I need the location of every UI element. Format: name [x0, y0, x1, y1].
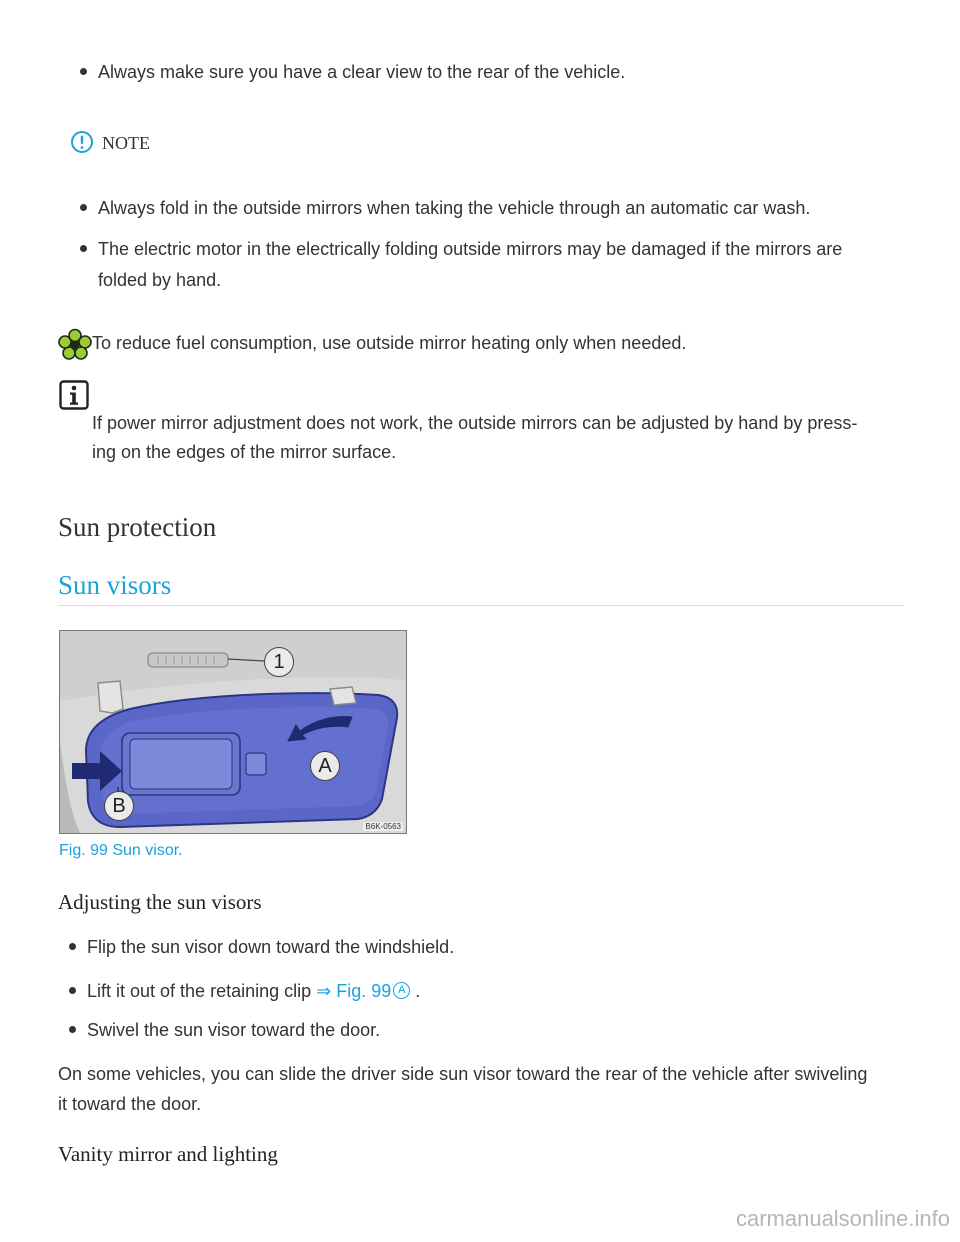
- callout-a-inline: [393, 982, 410, 999]
- callout-a-label: A: [318, 755, 332, 777]
- adjust-step-3: Swivel the sun visor toward the door.: [87, 1020, 381, 1040]
- info-line-1: If power mirror adjustment does not work, the outside mirrors can be adjusted by hand by press-: [92, 413, 858, 433]
- figure-caption: Fig. 99 Sun visor.: [59, 842, 183, 859]
- exclamation-circle-icon: [70, 130, 94, 154]
- bullet-dot: [69, 987, 76, 994]
- figure-image-code: B6K-0563: [365, 822, 401, 831]
- adjust-step-2: [87, 976, 420, 1006]
- callout-1: [264, 647, 294, 677]
- fig-99-link[interactable]: ⇒ Fig. 99: [316, 981, 392, 1001]
- callout-b: [104, 791, 134, 821]
- callout-1-label: 1: [273, 651, 285, 673]
- bullet-dot: [69, 943, 76, 950]
- note-bullet-2-line-1: The electric motor in the electrically folding outside mirrors may be damaged if the mirrors are: [98, 239, 843, 259]
- adjusting-heading: Adjusting the sun visors: [58, 890, 262, 914]
- adjust-step-1: Flip the sun visor down toward the windshield.: [87, 937, 455, 957]
- adjust-step-2-text: Lift it out of the retaining clip: [87, 981, 317, 1001]
- adjust-step-2-end: .: [410, 981, 421, 1001]
- watermark: carmanualsonline.info: [735, 1206, 950, 1231]
- section-divider: [58, 605, 904, 606]
- note-label: NOTE: [102, 133, 150, 153]
- vanity-heading: Vanity mirror and lighting: [58, 1142, 278, 1166]
- sun-visor-figure: [59, 630, 407, 834]
- note-bullet-2-line-2: folded by hand.: [98, 270, 222, 290]
- subsection-title: Sun visors: [58, 570, 172, 600]
- bullet-dot: [80, 245, 87, 252]
- bullet-dot: [69, 1026, 76, 1033]
- callout-a: [310, 751, 340, 781]
- info-line-2: ing on the edges of the mirror surface.: [92, 442, 397, 462]
- note-bullet-1: Always fold in the outside mirrors when taking the vehicle through an automatic car wash.: [98, 198, 811, 218]
- adjust-para-line-2: it toward the door.: [58, 1094, 202, 1114]
- warning-bullet-1: Always make sure you have a clear view to the rear of the vehicle.: [98, 62, 626, 82]
- environment-flower-icon: [58, 328, 92, 360]
- bullet-dot: [80, 68, 87, 75]
- callout-a-inline-label: A: [398, 984, 406, 996]
- bullet-dot: [80, 204, 87, 211]
- info-icon: [59, 380, 89, 410]
- section-title: Sun protection: [58, 512, 217, 542]
- callout-b-label: B: [112, 795, 126, 817]
- environment-note: To reduce fuel consumption, use outside mirror heating only when needed.: [92, 333, 687, 353]
- adjust-para-line-1: On some vehicles, you can slide the driver side sun visor toward the rear of the vehicle after swiveling: [58, 1064, 868, 1084]
